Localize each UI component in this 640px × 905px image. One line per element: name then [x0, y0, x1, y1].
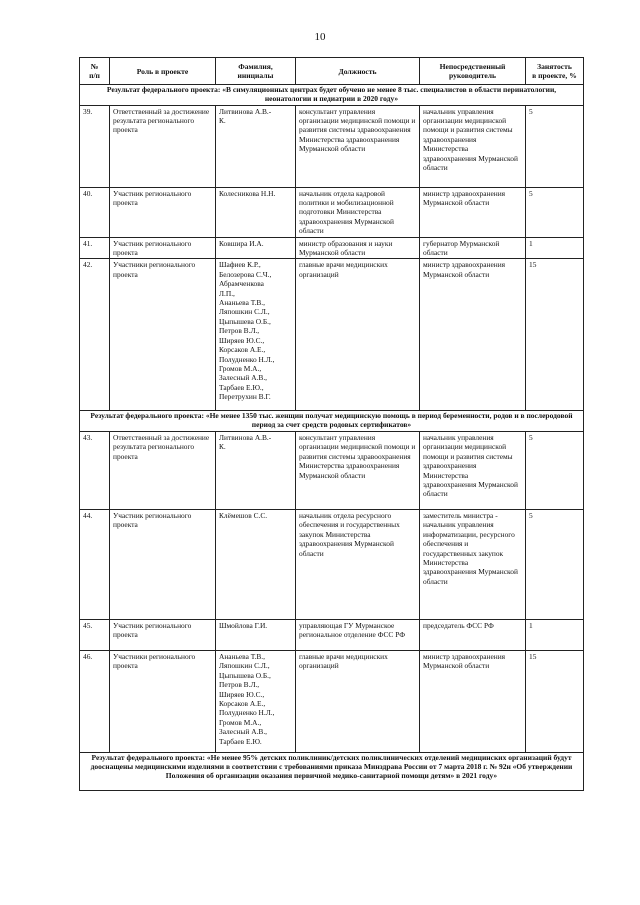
cell-name: Ковшира И.А. — [216, 237, 296, 259]
section-row — [80, 411, 584, 432]
table-row — [80, 105, 584, 187]
cell-role: Участники регионального проекта — [110, 259, 216, 411]
project-roles-table — [79, 57, 584, 791]
cell-role: Участник регионального проекта — [110, 620, 216, 651]
cell-supervisor: начальник управления организации медицинской помощи и развития системы здравоохранения Министерства здравоохранения Мурманской области — [420, 105, 526, 187]
cell-position: главные врачи медицинских организаций — [296, 651, 420, 753]
table-row — [80, 432, 584, 510]
section-row — [80, 753, 584, 791]
header-num: № п/п — [80, 58, 110, 85]
cell-position: консультант управления организации медицинской помощи и развития системы здравоохранения Министерства здравоохранения Мурманской области — [296, 105, 420, 187]
cell-role: Ответственный за достижение результата регионального проекта — [110, 105, 216, 187]
cell-supervisor: министр здравоохранения Мурманской области — [420, 187, 526, 237]
cell-role: Участник регионального проекта — [110, 510, 216, 620]
cell-load: 5 — [526, 187, 584, 237]
cell-load: 5 — [526, 105, 584, 187]
cell-name: Шафиев К.Р., Белозерова С.Ч., Абрамченкова Л.П., Ананьева Т.В., Ляпошкин С.Л., Цыпышева О.Б., Петров В.Л., Ширяев Ю.С., Корсаков А.Е., Полудненко Н.Л., Громов М.А., Залесный А.В., Тарбаев Е.Ю., Перетрухин В.Г. — [216, 259, 296, 411]
table-row — [80, 510, 584, 620]
page-number: 10 — [314, 31, 326, 43]
cell-supervisor: министр здравоохранения Мурманской области — [420, 259, 526, 411]
cell-name: Колесникова Н.Н. — [216, 187, 296, 237]
cell-num: 43. — [80, 432, 110, 510]
cell-load: 1 — [526, 237, 584, 259]
cell-load: 15 — [526, 651, 584, 753]
cell-load: 15 — [526, 259, 584, 411]
cell-load: 5 — [526, 510, 584, 620]
cell-num: 41. — [80, 237, 110, 259]
table-row — [80, 620, 584, 651]
cell-role: Участник регионального проекта — [110, 237, 216, 259]
cell-position: управляющая ГУ Мурманское региональное отделение ФСС РФ — [296, 620, 420, 651]
cell-num: 44. — [80, 510, 110, 620]
cell-num: 46. — [80, 651, 110, 753]
cell-position: главные врачи медицинских организаций — [296, 259, 420, 411]
cell-num: 45. — [80, 620, 110, 651]
cell-name: Клёмешов С.С. — [216, 510, 296, 620]
cell-num: 40. — [80, 187, 110, 237]
cell-role: Участник регионального проекта — [110, 187, 216, 237]
section-title: Результат федерального проекта: «Не менее 1350 тыс. женщин получат медицинскую помощь в период беременности, родов и в послеродовой период за счет средств родовых сертификатов» — [80, 411, 584, 432]
cell-num: 39. — [80, 105, 110, 187]
cell-position: консультант управления организации медицинской помощи и развития системы здравоохранения Министерства здравоохранения Мурманской области — [296, 432, 420, 510]
cell-role: Ответственный за достижение результата регионального проекта — [110, 432, 216, 510]
section-row — [80, 85, 584, 106]
cell-supervisor: председатель ФСС РФ — [420, 620, 526, 651]
cell-name: Литвинова А.В.- К. — [216, 432, 296, 510]
cell-supervisor: министр здравоохранения Мурманской области — [420, 651, 526, 753]
cell-load: 5 — [526, 432, 584, 510]
cell-position: начальник отдела ресурсного обеспечения и государственных закупок Министерства здравоохранения Мурманской области — [296, 510, 420, 620]
cell-role: Участники регионального проекта — [110, 651, 216, 753]
table-row — [80, 651, 584, 753]
header-position: Должность — [296, 58, 420, 85]
table-row — [80, 187, 584, 237]
table-header-row — [80, 58, 584, 85]
header-load: Занятость в проекте, % — [526, 58, 584, 85]
table-row — [80, 237, 584, 259]
header-role: Роль в проекте — [110, 58, 216, 85]
cell-supervisor: губернатор Мурманской области — [420, 237, 526, 259]
cell-name: Литвинова А.В.- К. — [216, 105, 296, 187]
cell-name: Шмойлова Г.И. — [216, 620, 296, 651]
section-title: Результат федерального проекта: «Не менее 95% детских поликлиник/детских поликлинических отделений медицинских организаций будут дооснащены медицинскими изделиями в соответствии с требованиями приказа Минздрава России от 7 марта 2018 г. № 92н «Об утверждении Положения об организации оказания первичной медико-санитарной помощи детям» в 2021 году» — [80, 753, 584, 791]
header-supervisor: Непосредственный руководитель — [420, 58, 526, 85]
cell-position: начальник отдела кадровой политики и мобилизационной подготовки Министерства здравоохранения Мурманской области — [296, 187, 420, 237]
table-row — [80, 259, 584, 411]
cell-position: министр образования и науки Мурманской области — [296, 237, 420, 259]
cell-num: 42. — [80, 259, 110, 411]
header-name: Фамилия, инициалы — [216, 58, 296, 85]
cell-name: Ананьева Т.В., Ляпошкин С.Л., Цыпышева О.Б., Петров В.Л., Ширяев Ю.С., Корсаков А.Е., Полудненко Н.Л., Громов М.А., Залесный А.В., Тарбаев Е.Ю. — [216, 651, 296, 753]
section-title: Результат федерального проекта: «В симуляционных центрах будет обучено не менее 8 тыс. специалистов в области перинатологии, неонатологии и педиатрии в 2020 году» — [80, 85, 584, 106]
cell-supervisor: заместитель министра - начальник управления информатизации, ресурсного обеспечения и государственных закупок Министерства здравоохранения Мурманской области — [420, 510, 526, 620]
cell-load: 1 — [526, 620, 584, 651]
cell-supervisor: начальник управления организации медицинской помощи и развития системы здравоохранения Министерства здравоохранения Мурманской области — [420, 432, 526, 510]
